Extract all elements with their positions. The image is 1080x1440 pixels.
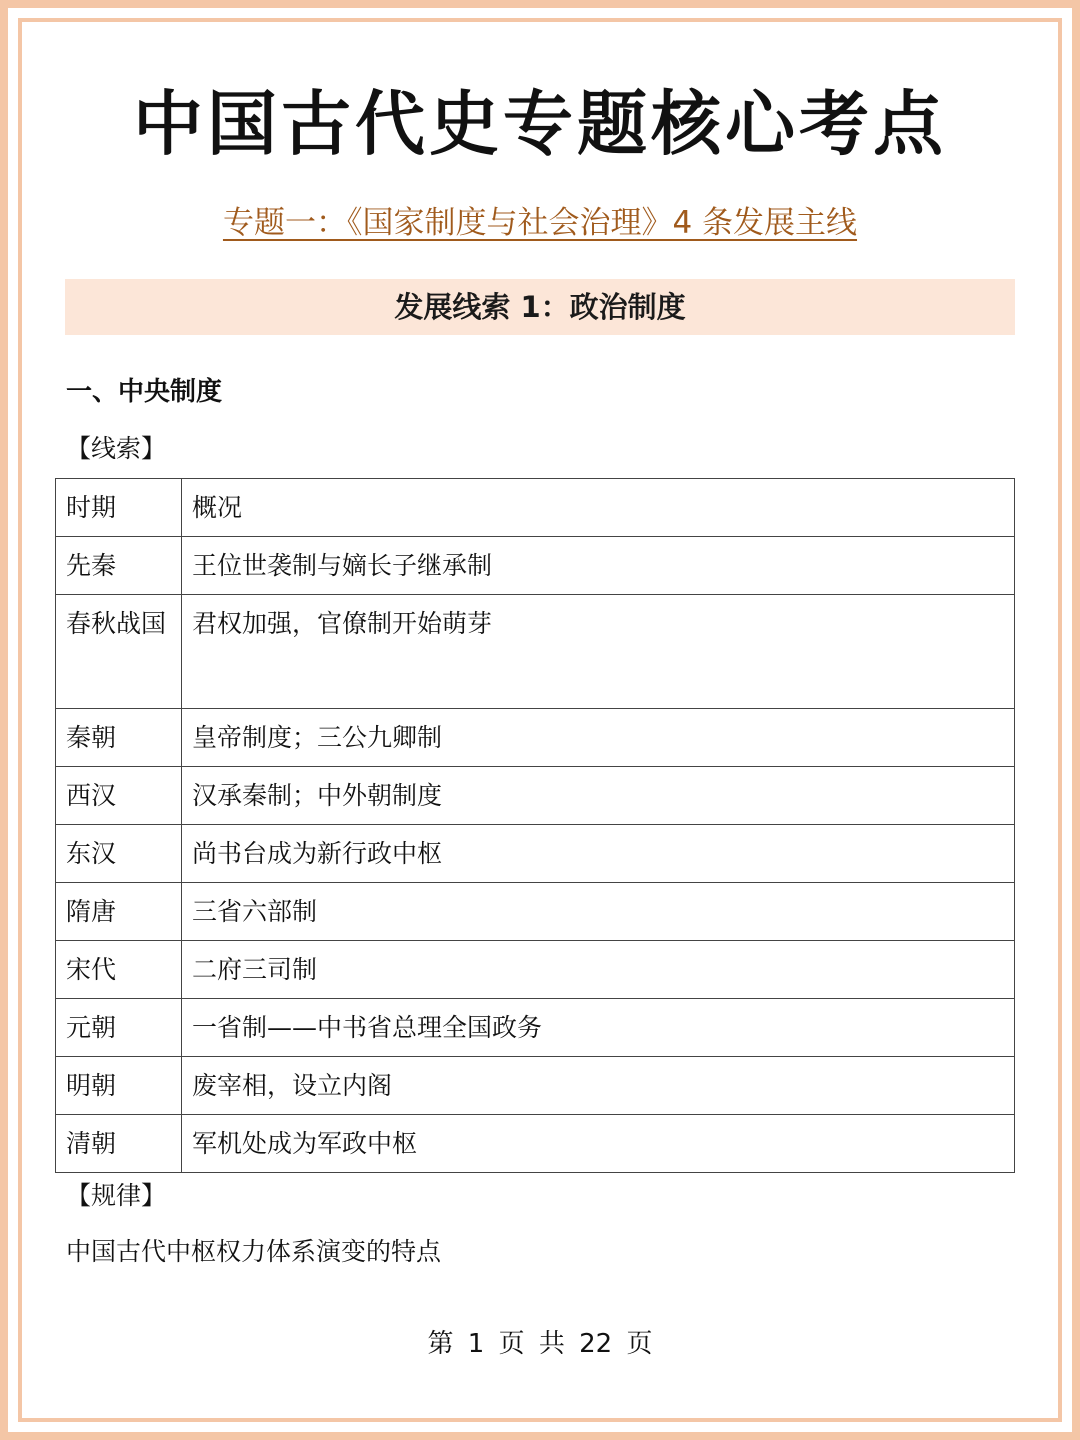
table-row bbox=[56, 1115, 1015, 1173]
table-cell-period: 元朝 bbox=[56, 999, 182, 1057]
topic-subtitle-text: 专题一：《国家制度与社会治理》4 条发展主线 bbox=[222, 205, 858, 241]
table-cell-summary: 废宰相，设立内阁 bbox=[182, 1057, 1015, 1115]
rule-label: 【规律】 bbox=[66, 1181, 167, 1210]
table-cell-period: 宋代 bbox=[56, 941, 182, 999]
table-row bbox=[56, 1057, 1015, 1115]
table-header-cell: 时期 bbox=[56, 479, 182, 537]
table-cell-period: 明朝 bbox=[56, 1057, 182, 1115]
table-cell-period: 东汉 bbox=[56, 825, 182, 883]
table-cell-period: 清朝 bbox=[56, 1115, 182, 1173]
table-row bbox=[56, 941, 1015, 999]
table-header-cell: 概况 bbox=[182, 479, 1015, 537]
table-cell-summary: 君权加强，官僚制开始萌芽 bbox=[182, 595, 1015, 709]
table-cell-summary: 王位世袭制与嫡长子继承制 bbox=[182, 537, 1015, 595]
table-row bbox=[56, 825, 1015, 883]
table-cell-summary: 一省制——中书省总理全国政务 bbox=[182, 999, 1015, 1057]
table-cell-summary: 汉承秦制；中外朝制度 bbox=[182, 767, 1015, 825]
table-cell-period: 春秋战国 bbox=[56, 595, 182, 709]
period-table bbox=[55, 478, 1015, 1173]
rule-text: 中国古代中枢权力体系演变的特点 bbox=[66, 1237, 442, 1266]
table-row bbox=[56, 595, 1015, 709]
table-cell-period: 西汉 bbox=[56, 767, 182, 825]
table-cell-summary: 皇帝制度；三公九卿制 bbox=[182, 709, 1015, 767]
table-cell-period: 先秦 bbox=[56, 537, 182, 595]
table-cell-summary: 军机处成为军政中枢 bbox=[182, 1115, 1015, 1173]
table-row bbox=[56, 709, 1015, 767]
table-cell-summary: 二府三司制 bbox=[182, 941, 1015, 999]
table-row bbox=[56, 537, 1015, 595]
table-header-row bbox=[56, 479, 1015, 537]
table-cell-summary: 三省六部制 bbox=[182, 883, 1015, 941]
page-number: 第 1 页 共 22 页 bbox=[427, 1329, 653, 1359]
table-cell-summary: 尚书台成为新行政中枢 bbox=[182, 825, 1015, 883]
section-heading: 一、中央制度 bbox=[66, 377, 223, 407]
page-title: 中国古代史专题核心考点 bbox=[133, 83, 947, 165]
table-row bbox=[56, 999, 1015, 1057]
clue-label: 【线索】 bbox=[66, 434, 167, 463]
table-row bbox=[56, 883, 1015, 941]
table-cell-period: 秦朝 bbox=[56, 709, 182, 767]
table-row bbox=[56, 767, 1015, 825]
section-banner: 发展线索 1：政治制度 bbox=[65, 279, 1015, 335]
table-cell-period: 隋唐 bbox=[56, 883, 182, 941]
topic-subtitle bbox=[0, 200, 1080, 246]
